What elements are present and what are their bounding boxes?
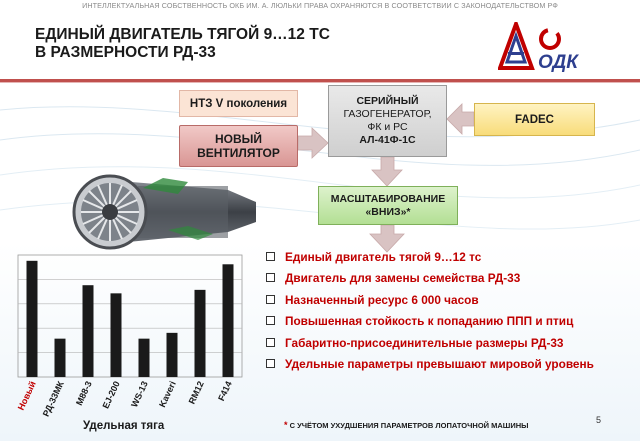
list-item-text: Удельные параметры превышают мировой уровень — [285, 356, 594, 371]
ntz-label: НТЗ V поколения — [189, 97, 288, 110]
title-line-2: В РАЗМЕРНОСТИ РД-33 — [35, 44, 216, 61]
checkbox-icon — [266, 338, 275, 347]
chart-tick-label-4: EJ-200 — [100, 379, 122, 411]
footnote-star: * — [284, 420, 288, 430]
engine-image — [68, 168, 262, 252]
checkbox-icon — [266, 295, 275, 304]
chart-title: Удельная тяга — [83, 420, 165, 432]
chart-tick-label-1: Новый — [15, 379, 38, 412]
fan-label-line-1: НОВЫЙ — [214, 132, 263, 146]
list-item-text: Габаритно-присоединительные размеры РД-33 — [285, 335, 564, 350]
serial-label-line-4: АЛ-41Ф-1С — [359, 134, 416, 146]
chart-bar-5 — [139, 339, 150, 377]
chart-tick-label-6: Kaveri — [157, 379, 178, 409]
new-fan-box — [179, 125, 298, 167]
chart-frame — [18, 255, 242, 377]
chart-bar-8 — [223, 264, 234, 377]
serial-label-line-3: ФК и РС — [367, 121, 408, 133]
arrow-serial-to-scale — [372, 157, 402, 186]
fan-label-line-2: ВЕНТИЛЯТОР — [197, 146, 280, 160]
footnote — [284, 420, 528, 430]
ntz-box — [179, 90, 298, 117]
arrow-fadec-to-serial — [447, 104, 474, 134]
list-item — [266, 334, 594, 355]
fadec-label: FADEC — [515, 113, 554, 126]
checkbox-icon — [266, 273, 275, 282]
logo-text: ОДК — [538, 52, 578, 72]
list-item-text: Назначенный ресурс 6 000 часов — [285, 292, 479, 307]
list-item — [266, 312, 594, 333]
footnote-text: С УЧЁТОМ УХУДШЕНИЯ ПАРАМЕТРОВ ЛОПАТОЧНОЙ МАШИНЫ — [289, 421, 529, 430]
chart-bar-3 — [83, 285, 94, 377]
feature-list — [266, 248, 594, 376]
list-item — [266, 269, 594, 290]
page-number: 5 — [596, 415, 602, 425]
chart-bar-6 — [167, 333, 178, 377]
fadec-box — [474, 103, 595, 136]
header-note: ИНТЕЛЛЕКТУАЛЬНАЯ СОБСТВЕННОСТЬ ОКБ ИМ. А. ЛЮЛЬКИ ПРАВА ОХРАНЯЮТСЯ В СООТВЕТСТВИИ С ЗАКОНОДАТЕЛЬСТВОМ РФ — [82, 1, 558, 10]
list-item-text: Единый двигатель тягой 9…12 тс — [285, 250, 482, 264]
serial-label-line-1: СЕРИЙНЫЙ — [356, 95, 419, 107]
checkbox-icon — [266, 316, 275, 325]
list-item — [266, 291, 594, 312]
list-item — [266, 355, 594, 376]
arrow-fan-to-serial — [298, 128, 328, 158]
chart-bar-2 — [55, 339, 66, 377]
chart-tick-label-5: WS-13 — [129, 379, 150, 409]
list-item — [266, 248, 594, 269]
serial-gas-generator-box — [328, 85, 447, 157]
list-item-text: Двигатель для замены семейства РД-33 — [285, 271, 521, 286]
title-line-1: ЕДИНЫЙ ДВИГАТЕЛЬ ТЯГОЙ 9…12 ТС — [35, 26, 330, 43]
specific-thrust-chart — [10, 249, 250, 439]
list-item-text: Повышенная стойкость к попаданию ППП и птиц — [285, 314, 574, 329]
scale-label-line-2: «ВНИЗ»* — [365, 205, 411, 218]
chart-tick-label-7: RM12 — [186, 379, 206, 406]
scaling-box — [318, 186, 458, 225]
chart-bar-7 — [195, 290, 206, 377]
checkbox-icon — [266, 252, 275, 261]
chart-tick-label-2: РД-33МК — [40, 379, 66, 419]
checkbox-icon — [266, 359, 275, 368]
chart-bar-1 — [27, 261, 38, 377]
serial-label-line-2: ГАЗОГЕНЕРАТОР, — [343, 108, 432, 120]
scale-label-line-1: МАСШТАБИРОВАНИЕ — [330, 192, 446, 205]
chart-tick-label-8: F414 — [216, 379, 234, 403]
chart-tick-label-3: M88-3 — [73, 379, 94, 407]
chart-bar-4 — [111, 293, 122, 377]
